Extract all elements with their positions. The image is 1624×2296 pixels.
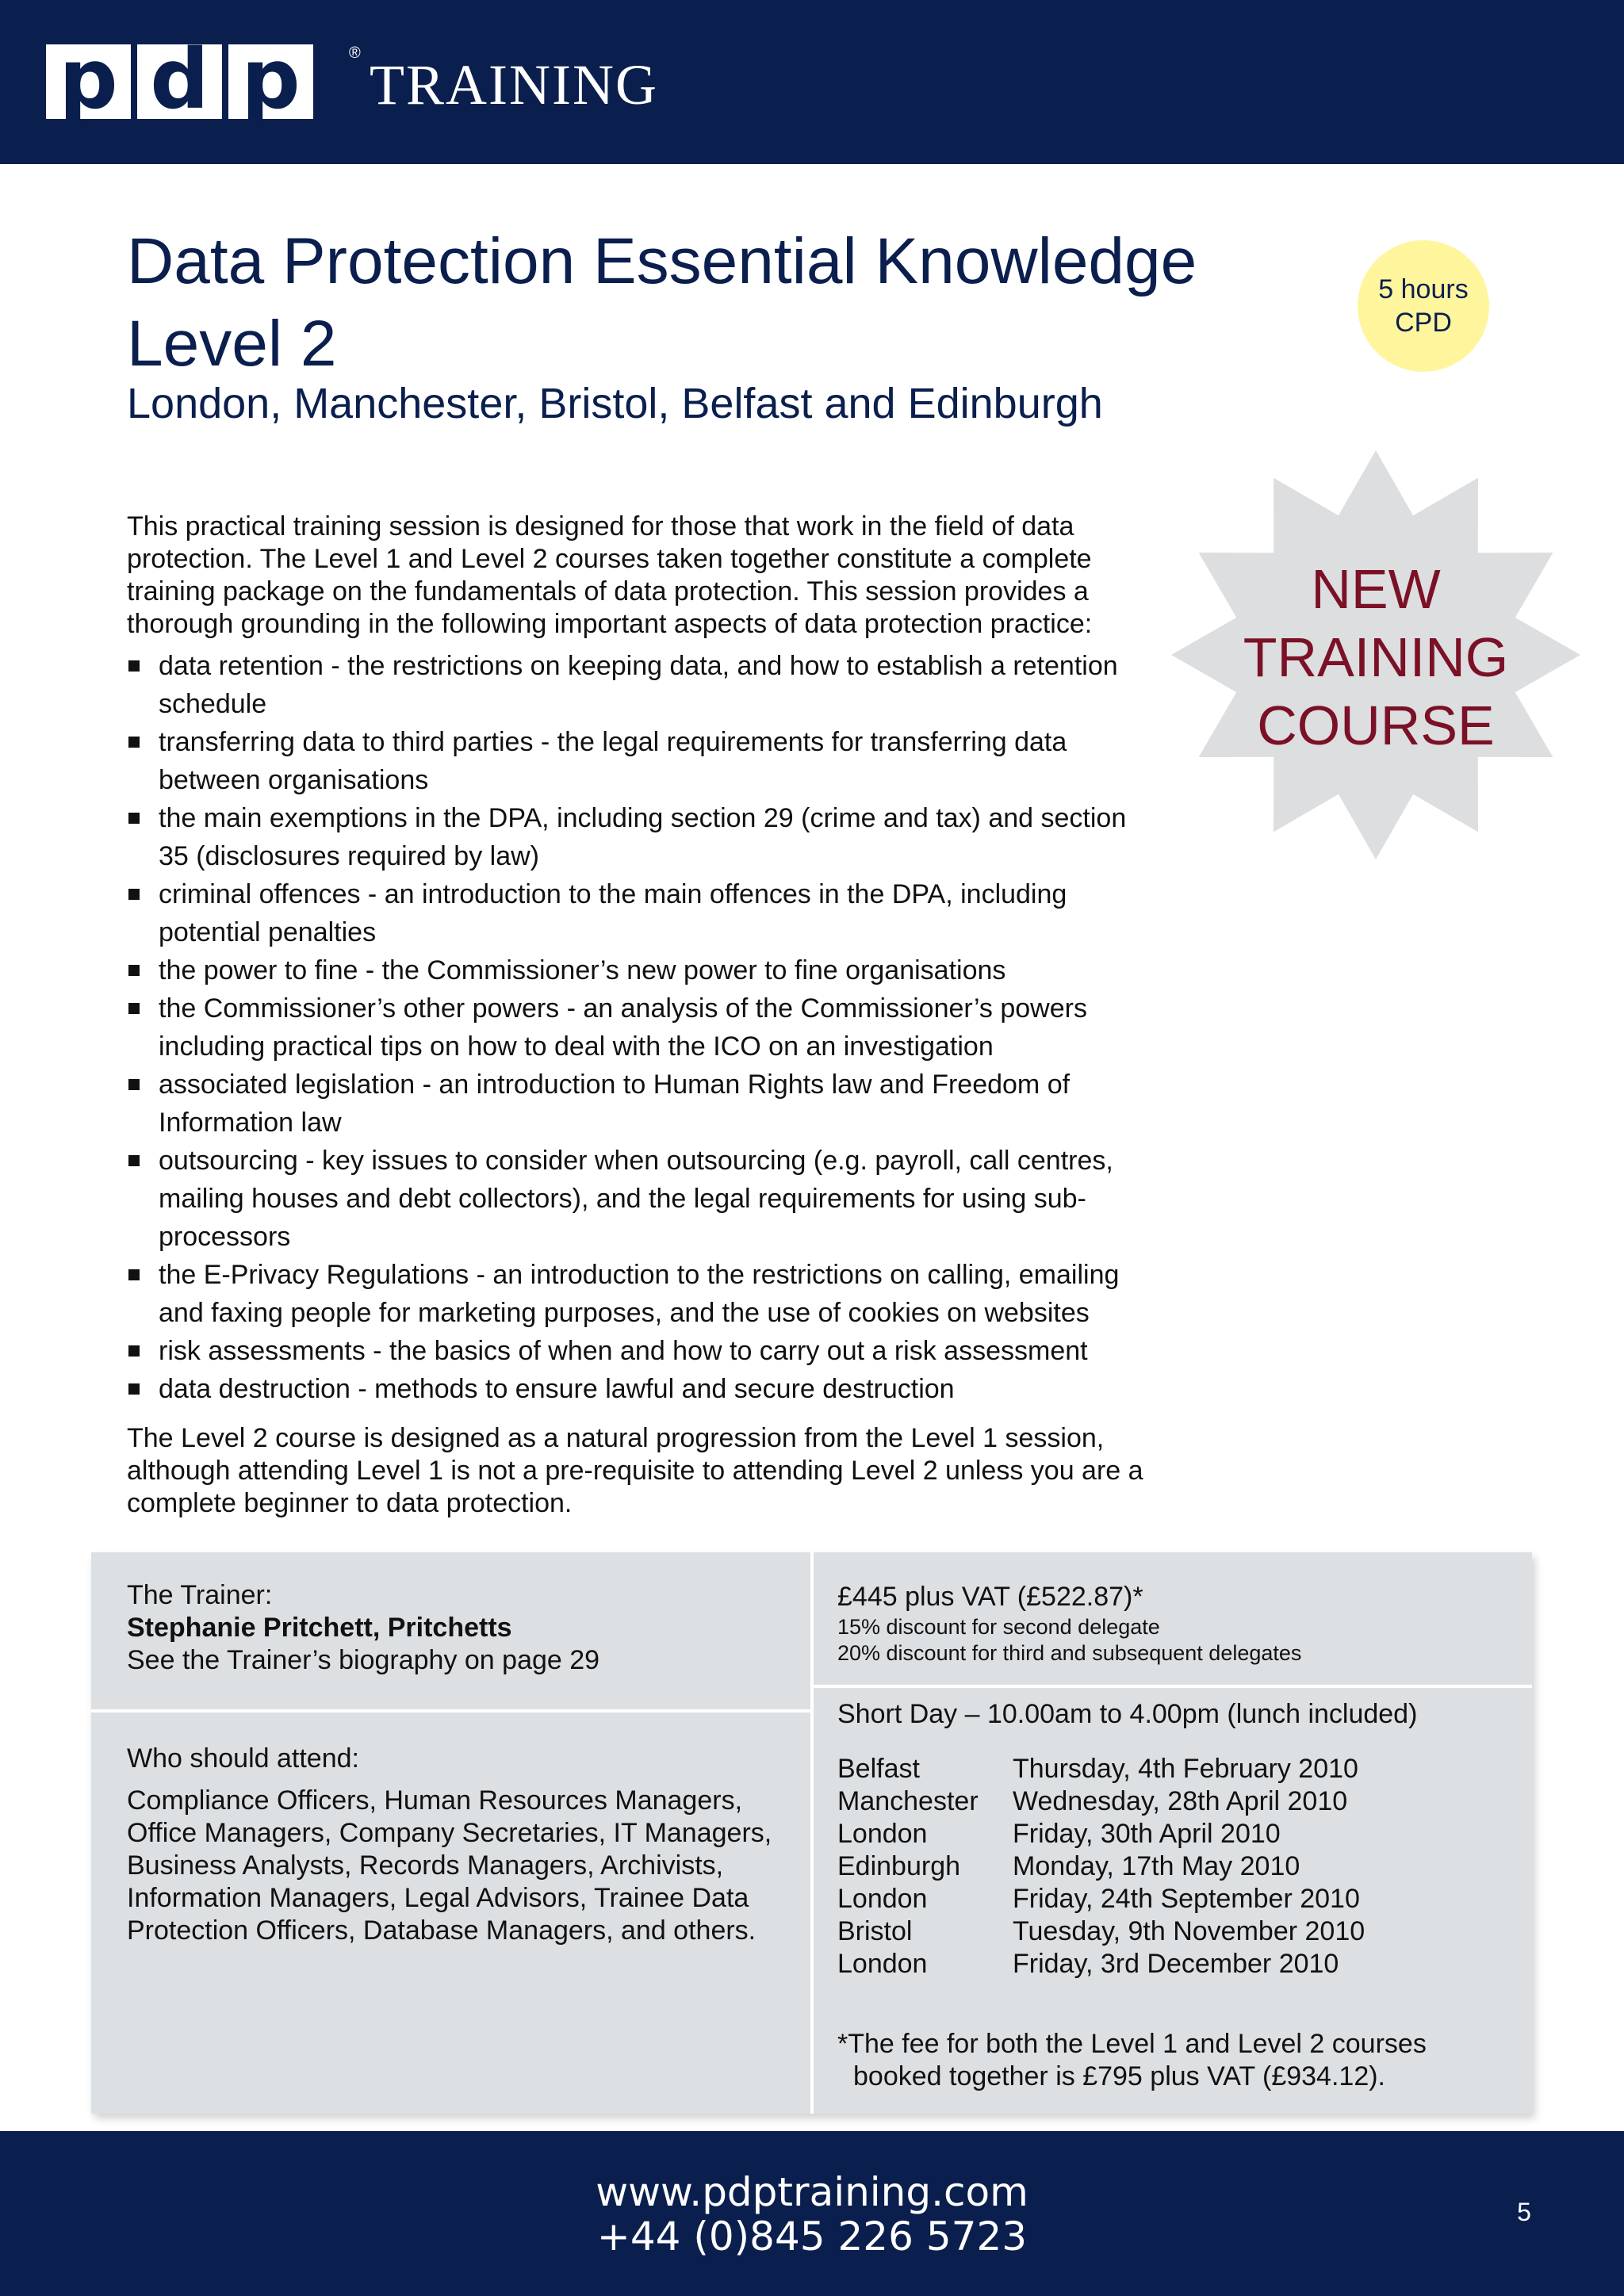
logo-letter-box [46, 31, 131, 128]
footer-phone: +44 (0)845 226 5723 [596, 2214, 1028, 2260]
list-item: data retention - the restrictions on keeping data, and how to establish a retention schedule [127, 647, 1150, 723]
course-info-panel [91, 1552, 1532, 2114]
list-item: data destruction - methods to ensure lawful and secure destruction [127, 1370, 1150, 1408]
discount-second: 15% discount for second delegate [837, 1615, 1160, 1639]
page-subtitle: London, Manchester, Bristol, Belfast and Edinburgh [127, 380, 1103, 427]
schedule-date: Friday, 3rd December 2010 [1013, 1949, 1339, 1979]
footer-website: www.pdptraining.com [596, 2169, 1028, 2215]
table-row [837, 1785, 1519, 1818]
list-item: the main exemptions in the DPA, including section 29 (crime and tax) and section 35 (disclosures required by law) [127, 799, 1150, 875]
logo-letter-box [137, 31, 222, 128]
list-item: associated legislation - an introduction to Human Rights law and Freedom of Information law [127, 1066, 1150, 1142]
logo-wordmark: TRAINING [370, 53, 658, 117]
attend-heading: Who should attend: [127, 1743, 359, 1774]
table-row [837, 1948, 1519, 1980]
schedule-city: Edinburgh [837, 1851, 961, 1881]
starburst-line: TRAINING [1243, 626, 1509, 688]
combined-fee-note [837, 2028, 1519, 2093]
table-row [837, 1850, 1519, 1883]
intro-paragraph: This practical training session is designed for those that work in the field of data protection. The Level 1 and Level 2 courses taken together constitute a complete training package on the fundamentals of data protection. This session provides a thorough grounding in the following important aspects of data protection practice: [127, 511, 1093, 639]
starburst-line: COURSE [1257, 695, 1495, 756]
logo-letter: p [59, 31, 118, 128]
table-row [837, 1915, 1519, 1948]
schedule-date: Tuesday, 9th November 2010 [1013, 1916, 1365, 1946]
header-bar [0, 0, 1624, 164]
price-main: £445 plus VAT (£522.87)* [837, 1582, 1143, 1612]
who-should-attend-section [127, 1743, 785, 1947]
schedule-date: Friday, 24th September 2010 [1013, 1884, 1360, 1914]
trainer-section [127, 1579, 599, 1677]
list-item: criminal offences - an introduction to the main offences in the DPA, including potential penalties [127, 875, 1150, 951]
table-row [837, 1753, 1519, 1785]
schedule-city: Belfast [837, 1754, 920, 1784]
cpd-badge-label: CPD [1395, 308, 1452, 338]
logo-letter: d [150, 31, 209, 128]
schedule-city: Manchester [837, 1786, 979, 1816]
schedule-city: London [837, 1949, 928, 1979]
list-item: the E-Privacy Regulations - an introduction to the restrictions on calling, emailing and faxing people for marketing purposes, and the use of cookies on websites [127, 1256, 1150, 1332]
schedule-city: London [837, 1884, 928, 1914]
table-row [837, 1818, 1519, 1850]
schedule-city: London [837, 1819, 928, 1849]
list-item: outsourcing - key issues to consider when outsourcing (e.g. payroll, call centres, mailing houses and debt collectors), and the legal requirements for using sub-processors [127, 1142, 1150, 1256]
schedule-date: Friday, 30th April 2010 [1013, 1819, 1281, 1849]
schedule-heading: Short Day – 10.00am to 4.00pm (lunch included) [837, 1699, 1418, 1729]
fee-note-line: *The fee for both the Level 1 and Level 2 courses [837, 2029, 1427, 2059]
logo-letter: p [241, 31, 301, 128]
schedule-date: Wednesday, 28th April 2010 [1013, 1786, 1348, 1816]
panel-divider [91, 1709, 810, 1712]
attend-text: Compliance Officers, Human Resources Managers, Office Managers, Company Secretaries, IT Managers, Business Analysts, Records Managers, Archivists, Information Managers, Legal Advisors, Trainee Data Protection Officers, Database Managers, and others. [127, 1785, 772, 1946]
panel-divider [810, 1552, 814, 2114]
fee-note-line: booked together is £795 plus VAT (£934.12). [853, 2061, 1386, 2091]
list-item: transferring data to third parties - the legal requirements for transferring data between organisations [127, 723, 1150, 799]
cpd-badge-hours: 5 hours [1378, 274, 1469, 304]
page-title: Data Protection Essential Knowledge Level 2 [127, 225, 1197, 380]
schedule-date: Monday, 17th May 2010 [1013, 1851, 1300, 1881]
starburst-line: NEW [1311, 558, 1441, 620]
trainer-heading: The Trainer: [127, 1580, 273, 1610]
closing-paragraph: The Level 2 course is designed as a natural progression from the Level 1 session, although attending Level 1 is not a pre-requisite to attending Level 2 unless you are a complete beginner to data protection. [127, 1423, 1143, 1518]
cpd-badge [1358, 240, 1489, 372]
list-item: the power to fine - the Commissioner’s new power to fine organisations [127, 951, 1150, 989]
pdp-logo [46, 31, 658, 128]
schedule-city: Bristol [837, 1916, 913, 1946]
discount-third: 20% discount for third and subsequent delegates [837, 1641, 1302, 1665]
topic-list [127, 647, 1150, 1408]
trainer-name: Stephanie Pritchett, Pritchetts [127, 1613, 512, 1643]
table-row [837, 1883, 1519, 1915]
logo-registered-mark: ® [349, 44, 361, 62]
logo-letter-box [228, 31, 313, 128]
list-item: the Commissioner’s other powers - an analysis of the Commissioner’s powers including practical tips on how to deal with the ICO on an investigation [127, 989, 1150, 1066]
price-section [837, 1579, 1519, 1667]
panel-divider [814, 1685, 1532, 1688]
trainer-biography-note: See the Trainer’s biography on page 29 [127, 1645, 600, 1675]
schedule-date: Thursday, 4th February 2010 [1013, 1754, 1358, 1784]
list-item: risk assessments - the basics of when and how to carry out a risk assessment [127, 1332, 1150, 1370]
new-course-starburst-text [1158, 555, 1594, 760]
schedule-section [837, 1698, 1519, 1980]
page-number: 5 [1517, 2198, 1531, 2226]
